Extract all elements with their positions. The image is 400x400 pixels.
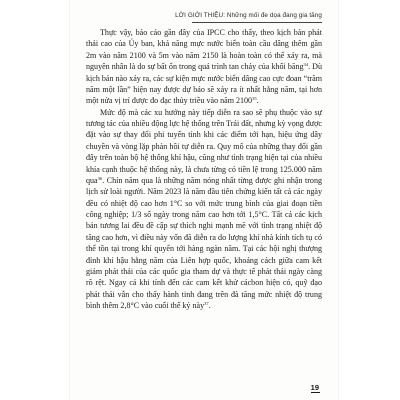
header-rule [192,22,322,23]
paragraph [86,27,322,107]
body-text [86,27,322,311]
running-header [70,12,338,22]
book-page [70,0,338,400]
paragraph-text: . Dù kịch bản nào xảy ra, các sự kiện mực nước biển dâng cao cực đoan “trăm năm một lần” hiện nay được dự báo sẽ xảy ra ít nhất hằng năm, tại hơn một nửa vị trí được đo đạc thủy triều vào năm 2100 [86,62,322,106]
paragraph-text: . Chín năm qua là những năm nóng nhất từng được ghi nhận trong lịch sử loài người. Năm 2023 là năm đầu tiên chứng kiến tất cả các ngày đều có nhiệt độ cao hơn 1°C so với mức trung bình của giai đoạn tiền công nghiệp; 1/3 số ngày trong năm cao hơn tới 1,5°C. Tất cả các kịch bản tương lai đều đề cập sự thích nghi mạnh mẽ với tình trạng nhiệt độ tăng cao hơn, vì điều này vốn đã diễn ra do lượng khí nhà kính tích tụ có thể tồn tại trong khí quyển tới hàng ngàn năm. Tại các hội nghị thượng đỉnh khí hậu hằng năm của Liên hợp quốc, khoảng cách giữa cam kết giảm phát thải của các quốc gia tham dự và thực tế phát thải ngày càng rõ rệt. Ngay cả khi tính đến các cam kết khử cácbon hiện có, quỹ đạo phát thải vẫn cho thấy hành tinh đang trên đà tăng mức nhiệt độ trung bình thêm 2,8°C vào cuối thế kỷ này [86,175,322,310]
footnote-ref: 36 [97,175,103,181]
running-title: LỜI GIỚI THIỆU: Những mối đe dọa đang gia tăng [175,12,322,19]
footnote-ref: 34 [303,62,309,68]
footnote-ref: 35 [252,96,257,102]
page-number: 19 [310,383,319,392]
footnote-ref: 37 [204,301,209,306]
paragraph-text: Thực vậy, báo cáo gần đây của IPCC cho thấy, theo kịch bản phát thải cao của Ủy ban, khả năng mực nước biển toàn cầu dâng thêm gần 2m vào năm 2100 và 5m vào năm 2150 là hoàn toàn có thể xảy ra, mà nguyên nhân là do sự bất ổn trong quá trình tan chảy của khối băng [86,28,322,72]
paragraph-text: . [208,301,211,310]
paragraph [86,107,322,312]
paragraph-text: . [256,96,259,106]
paragraph-text: Mức độ mà các xu hướng này tiếp diễn ra sao sẽ phụ thuộc vào sự tương tác của nhiều động lực hệ thống trên Trái đất, nhưng kỳ vọng được đặt vào sự thay đổi phi tuyến tính khi các điểm tới hạn, hiệu ứng dây chuyền và vòng lặp phản hồi tự diễn ra. Quy mô của những thay đổi gần đây trên toàn bộ hệ thống khí hậu, cũng như tình trạng hiện tại của nhiều khía cạnh thuộc hệ thống này, là chưa từng có tiền lệ trong 125.000 năm qua [86,107,322,185]
